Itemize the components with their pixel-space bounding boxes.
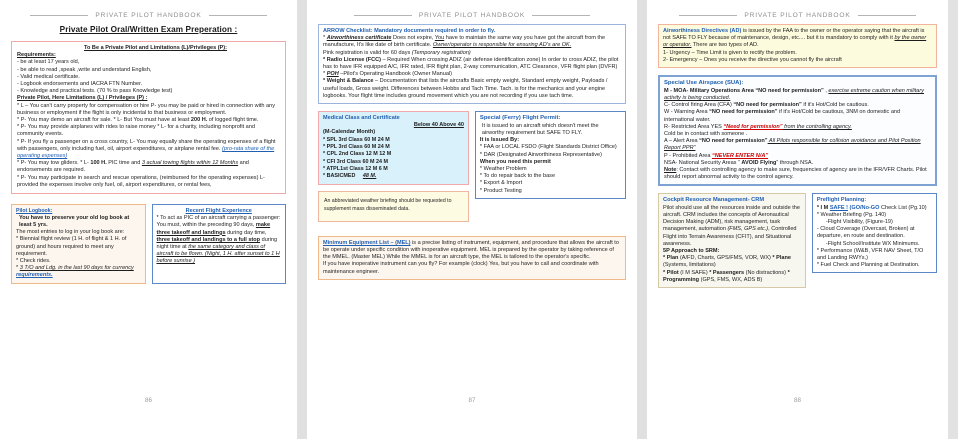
text-fragment: M - MOA- Military Operations Area <box>664 87 756 94</box>
pilot-logbook-line: * Check rides. <box>16 258 51 265</box>
ferry-heading: Special (Ferry) Flight Permit: <box>479 115 561 122</box>
requirement-line: - Valid medical certificate. <box>17 73 80 80</box>
text-fragment: “NO need for permission” <box>733 102 802 109</box>
preflight-line <box>817 205 933 212</box>
text-fragment: Pink registration is valid for 60 days <box>323 49 412 56</box>
text-fragment: (Designated Airworthiness Representative) <box>496 151 602 158</box>
text-fragment: (I M SAFE) <box>678 269 710 276</box>
requirements-subheading: Requirements: <box>17 52 56 59</box>
sua-item-restricted-note: Cold be in contact with someone . <box>664 130 748 137</box>
text-fragment: requirements. <box>16 272 53 279</box>
medical-row: * SPL 3rd Class 60 M 24 M <box>323 136 390 143</box>
pilot-logbook-box <box>11 204 146 284</box>
sua-item-moa <box>664 88 931 102</box>
text-fragment: – Required When crossing ADIZ (air defense identification zone) In order to cross ADIZ, the pilot has to have IFR equipped A/C, IFR rated, IFR flight plan, 2-way communication, ATC Clearance, VFR flight plan (DVFR) <box>323 56 619 71</box>
preflight-line: -Flight Visibility, (Figure-19) <box>825 218 893 225</box>
pilot-logbook-line: The most entries to log in your log book are: <box>16 229 125 236</box>
ferry-line: It is issued to an aircraft which doesn't meet the airworthy requirement but SAFE TO FLY. <box>481 122 599 136</box>
text-fragment: * P- You may demo an aircraft for sale. * L- But You must have at least <box>17 117 191 124</box>
text-fragment: (GO/No-GO <box>848 204 880 211</box>
header-title: PRIVATE PILOT HANDBOOK <box>418 12 526 19</box>
text-fragment: * Plane <box>772 255 791 262</box>
text-fragment: (GPS, FMS, WX, ADS B) <box>699 276 763 283</box>
mel-paragraph <box>323 240 621 262</box>
arrow-line <box>323 50 621 57</box>
weather-note-text: An abbreviated weather briefing should be requested to supplement mass disseminated data. <box>324 197 452 212</box>
privilege-paragraph <box>17 117 280 124</box>
arrow-heading: ARROW Checklist: Mandatory documents required in order to fly. <box>323 28 496 34</box>
text-fragment: * FAA or LOCAL FSDO <box>479 144 539 151</box>
arrow-checklist-box <box>318 24 626 104</box>
mel-paragraph: If you have inoperative instrument can you fly? For example (clock) Yes, but you have to call and coordinate with maintenance engineer. <box>323 261 599 275</box>
text-fragment: Does not expire, <box>391 35 435 42</box>
page-86 <box>0 0 297 439</box>
page-gutter <box>637 0 647 439</box>
sua-item-warning <box>664 109 931 123</box>
header-title: PRIVATE PILOT HANDBOOK <box>744 12 851 19</box>
recent-flight-heading: Recent Flight Experience <box>185 208 252 215</box>
medical-row: * ATPL1st Class 12 M 6 M <box>323 166 388 173</box>
text-fragment: * <box>323 71 327 78</box>
text-fragment: during day time, <box>225 229 267 236</box>
ad-heading: Airworthiness Directives (AD) <box>663 28 742 34</box>
text-fragment: –Pilot's Operating Handbook (Owner Manual) <box>338 71 453 78</box>
running-header <box>658 12 937 19</box>
page-88 <box>647 0 948 439</box>
text-fragment: have to maintain the same way you have got the aircraft from the manufacture, It's like date of birth certificate. <box>323 35 606 49</box>
text-fragment: (Systems, limitations) <box>663 262 716 269</box>
text-fragment: is a precise listing of instrument, equipment, and procedure that allows the aircraft to be operate under specific condition with inoperative equipment. MEL is prepared by the operator by taking reference of the MMEL. (Master MEL) While the MMEL is for an aircraft type, the MEL is tailored to the operator's specific. <box>323 239 619 261</box>
crm-paragraph <box>663 205 801 248</box>
header-rule-left <box>30 15 88 16</box>
crm-heading: Cockpit Resource Management- CRM <box>663 197 765 204</box>
page-title: Private Pilot Oral/Written Exam Preperation : <box>59 25 238 34</box>
text-fragment: You <box>434 35 445 42</box>
preflight-line: * Fuel Check and Planning at Destination. <box>816 262 920 269</box>
header-rule-left <box>354 15 412 16</box>
mel-box <box>318 236 626 280</box>
header-title: PRIVATE PILOT HANDBOOK <box>95 12 202 19</box>
ad-paragraph <box>663 28 932 50</box>
text-fragment: Airworthiness certificate <box>326 35 392 42</box>
page-number: 88 <box>794 397 801 404</box>
text-fragment: “Need for permission” <box>723 123 783 130</box>
ad-line: 1- Urgency – Time Limit is given to rectify the problem. <box>663 49 797 56</box>
crm-srm-line <box>663 270 801 284</box>
mel-heading: Minimum Equipment List – (MEL) <box>323 239 411 246</box>
requirement-line: - Logbook endorsements and IACRA FTN Number. <box>17 81 143 88</box>
text-fragment: P - Prohibited Area <box>664 152 712 159</box>
text-fragment: * Passengers <box>709 269 745 276</box>
text-fragment: “NO need for permission” <box>755 87 824 94</box>
ferry-need-item: * Weather Problem <box>479 165 527 172</box>
sua-item-cfa <box>664 102 931 109</box>
crm-srm-line <box>663 255 801 269</box>
preflight-line: - Cloud Coverage (Overcast, Broken) at departure, en route and destination. <box>816 226 915 240</box>
text-fragment: , Controlled Flight into Terrain Awareness (CFIT), and Situational awareness. <box>663 226 797 247</box>
text-fragment: is issued by the FAA to the owner or the operator saying that the aircraft is not SAFE TO FLY because of maintenance, design, etc.... but it is mandatory to comply with it <box>663 28 925 42</box>
ferry-need-item: * Export & Import <box>479 180 523 187</box>
text-fragment: Note <box>664 166 677 173</box>
basicmed-value: 48 M. <box>362 173 377 180</box>
text-fragment: * Weight & Balance <box>323 78 374 85</box>
text-fragment: R- Restricted Area YES <box>664 123 724 130</box>
text-fragment: SAFE ! <box>829 204 848 211</box>
sua-item-nsa <box>664 160 931 167</box>
medical-basicmed-row <box>323 173 464 180</box>
weather-briefing-note-box <box>318 191 469 222</box>
page-gutter <box>297 0 307 439</box>
sua-note <box>664 167 931 181</box>
arrow-line <box>323 35 621 49</box>
text-fragment: “NEVER ENTER N/A” <box>712 152 769 159</box>
ferry-permit-box <box>475 111 626 199</box>
text-fragment: C- Control firing Area (CFA) <box>664 102 734 109</box>
medical-row: * CFI 3rd Class 60 M 24 M <box>323 158 389 165</box>
airworthiness-directives-box <box>658 24 937 68</box>
text-fragment: PIC time and <box>106 160 142 167</box>
ad-line: 2- Emergency – Ones you receive the directive you cannot fly the aircraft <box>663 56 842 63</box>
ferry-item <box>480 152 621 159</box>
medical-heading: Medical Class and Certificate <box>323 115 400 122</box>
text-fragment: Owner/operator is responsible for ensuring AD's are OK. <box>432 42 572 49</box>
text-fragment: , <box>823 87 829 94</box>
page-87 <box>307 0 637 439</box>
medical-note: (M-Calendar Month) <box>323 129 376 136</box>
ferry-need-item: * Product Testing <box>479 187 522 194</box>
text-fragment: (FMS, GPS etc.) <box>727 226 769 233</box>
text-fragment: * P- If you fly a passenger on a cross country, L- You may equally share the operating expenses of a flight with passengers, only including fuel, oil, airport expenditures, or airplane rental fee. <box>17 138 276 152</box>
preflight-line: * Weather Briefing (Pg. 140) <box>816 211 887 218</box>
text-fragment: if it's Hot/Cold be cautious, 3NM on domestic and international water. <box>664 109 901 123</box>
left-column <box>318 111 469 228</box>
page-number: 86 <box>145 397 152 404</box>
crm-box <box>658 193 806 288</box>
middle-boxes-row <box>318 111 626 228</box>
page-number: 87 <box>468 397 476 404</box>
text-fragment: exercise extreme caution when military activity is being conducted. <box>664 87 924 101</box>
text-fragment: * <box>323 35 327 42</box>
preflight-heading: Preflight Planning: <box>816 197 867 204</box>
requirement-line: - Knowledge and practical tests. (70 % to pass Knowledge test) <box>17 88 173 95</box>
preflight-planning-box <box>812 193 938 273</box>
text-fragment: There are two types of AD. <box>691 42 759 49</box>
text-fragment: “NO need for permission” <box>699 138 768 145</box>
text-fragment: All Pilots responsible for collision avoidance and Pilot Position Report PPR” <box>664 138 921 152</box>
text-fragment: (No distractions) <box>744 269 788 276</box>
text-fragment: make three takeoff and landings <box>156 222 271 236</box>
text-fragment: You must, within the preceding 90 days, <box>156 222 256 229</box>
text-fragment: (pro-rata share of the operating expenses) <box>17 145 275 160</box>
requirement-line: - be at least 17 years old, <box>17 59 80 66</box>
arrow-line <box>323 78 621 100</box>
header-rule-left <box>679 15 737 16</box>
running-header <box>318 12 626 19</box>
text-fragment: * Radio License (FCC) <box>323 56 381 63</box>
privilege-paragraph <box>17 160 280 174</box>
text-fragment: * P- You may tow gliders. * L- <box>17 160 91 167</box>
running-header <box>11 12 286 19</box>
medical-row: * PPL 3rd Class 60 M 24 M <box>323 143 390 150</box>
requirement-line: - be able to read ,speak ,write and understand English, <box>17 66 152 73</box>
text-fragment: POH <box>326 71 339 78</box>
text-fragment: 100 H. <box>90 160 107 167</box>
sua-item-alert <box>664 138 931 152</box>
medical-class-box <box>318 111 469 185</box>
crm-srm-heading: 5P Approach to SRM: <box>663 247 720 254</box>
ferry-need-heading: When you need this permit <box>479 158 551 165</box>
recent-flight-line: * To act as PIC of an aircraft carrying a passenger: <box>156 215 281 222</box>
text-fragment: (A/FD, Charts, GPS/FMS, VOR, WX) <box>678 255 773 262</box>
text-fragment: during night time at <box>156 236 278 251</box>
text-fragment: Pilot should use all the resources inside and outside the aircraft. CRM includes the concepts of Aeronautical Decision Making (ADM), risk management, task management, automation <box>663 204 800 233</box>
medical-row: * CPL 2nd Class 12 M 12 M <box>323 151 392 158</box>
text-fragment: (Temporary registration) <box>411 49 471 56</box>
ferry-item <box>480 144 621 151</box>
text-fragment: NSA- National Security Areas “ <box>664 159 742 166</box>
text-fragment: by the owner or operator. <box>663 35 927 49</box>
text-fragment: * I M <box>816 204 830 211</box>
text-fragment: “NO need for permission” <box>709 109 778 116</box>
sua-heading: Special Use Airspace (SUA): <box>664 80 744 87</box>
text-fragment: * <box>16 265 20 272</box>
text-fragment: – Documentation that lists the aircrafts Basic empty weight, Standard empty weight, Payloads / useful loads, Gross weight. Differences between Hobbs and Tach Time. Tach. is for the mechanics and your engine logbooks. Your flight time includes ground movement which you are not recording if you use tach time. <box>323 78 608 99</box>
pilot-logbook-line: * Biennial flight review (1 H. of flight & 1 H. of ground) and hours required to meet any requirement. <box>16 236 127 257</box>
text-fragment: (Flight Standards District Office) <box>538 144 617 151</box>
text-fragment: if it's Hot/Cold be cautious. <box>801 102 869 109</box>
text-fragment: A – Alert Area <box>664 138 700 145</box>
text-fragment: * Pilot <box>663 269 679 276</box>
text-fragment: * Plan <box>663 255 679 262</box>
pilot-logbook-heading: Pilot Logbook: <box>16 208 53 215</box>
text-fragment: the same category and class of aircraft to be flown. (Night, 1 H. after sunset to 1 H before sunrise ) <box>156 244 280 265</box>
text-fragment: 200 H. <box>190 117 208 124</box>
recent-flight-line <box>157 222 282 265</box>
requirements-box <box>11 41 286 194</box>
arrow-line <box>323 57 621 71</box>
ferry-need-item: * To do repair back to the base <box>479 173 556 180</box>
text-fragment: three takeoff and landings to a full stop <box>156 236 261 243</box>
privilege-paragraph <box>17 139 280 161</box>
text-fragment: 3 actual towing flights within 12 Months <box>141 160 239 167</box>
sua-item-prohibited <box>664 153 931 160</box>
header-rule-right <box>858 15 916 16</box>
text-fragment: and endorsements are required. <box>17 160 249 174</box>
text-fragment: * DAR <box>479 151 497 158</box>
text-fragment: Check List (Pg.10) <box>879 204 927 211</box>
medical-col-heading: Below 40 Above 40 <box>413 122 464 129</box>
privilege-paragraph: * P- You may participate in search and rescue operations, (reimbursed for the operating expenses) L- provided the expenses involve only fuel, oil, airport expenditures, or rental fees, <box>17 174 265 188</box>
text-fragment: from the controlling agency. <box>782 123 852 130</box>
special-use-airspace-box <box>658 75 937 186</box>
requirements-heading: To Be a Private Pilot and Limitations (L)/Privileges (P): <box>84 45 227 51</box>
header-rule-right <box>209 15 267 16</box>
recent-flight-experience-box <box>152 204 287 284</box>
text-fragment: * Programming <box>663 269 790 283</box>
basicmed-label: * BASICMED <box>323 173 356 180</box>
text-fragment: AVOID Flying <box>741 159 777 166</box>
text-fragment: 3 T/O and Ldg. in the last 90 days for currency <box>19 265 134 272</box>
text-fragment: : Contact with controlling agency to make sure, frequencies of agency are in the IFR/VFR Charts. Pilot should report abnormal activity to the control agency. <box>664 166 927 181</box>
text-fragment: of logged flight time. <box>207 117 259 124</box>
pilot-logbook-line <box>16 265 141 279</box>
text-fragment: ” through NSA. <box>776 159 814 166</box>
text-fragment: W - Warning Area <box>664 109 710 116</box>
header-rule-right <box>532 15 590 16</box>
privilege-paragraph: * P- You may provide airplanes with rides to raise money * L- for a charity, including nonprofit and community events. <box>17 124 255 138</box>
lower-boxes-row <box>11 204 286 290</box>
privileges-subheading: Private Pilot, Here Limitations (L) / Privileges (P) : <box>17 95 148 102</box>
sua-item-restricted <box>664 124 931 131</box>
pilot-logbook-bold: You have to preserve your old log book at least 5 yrs. <box>19 214 130 229</box>
bottom-boxes-row <box>658 193 937 294</box>
arrow-line <box>323 71 621 78</box>
privilege-paragraph: * L – You can't carry property for compensation or hire P- you may be paid or hired in connection with any business or employment if the flight is only incidental to that business or employment. <box>17 102 276 116</box>
preflight-line: -Flight School/Institute WX Minimums. <box>825 240 920 247</box>
ferry-issued-by: It is Issued By: <box>479 137 520 144</box>
preflight-line: * Performance (W&B, VFR NAV Sheet, T/O and Landing RWYs,) <box>816 247 924 261</box>
